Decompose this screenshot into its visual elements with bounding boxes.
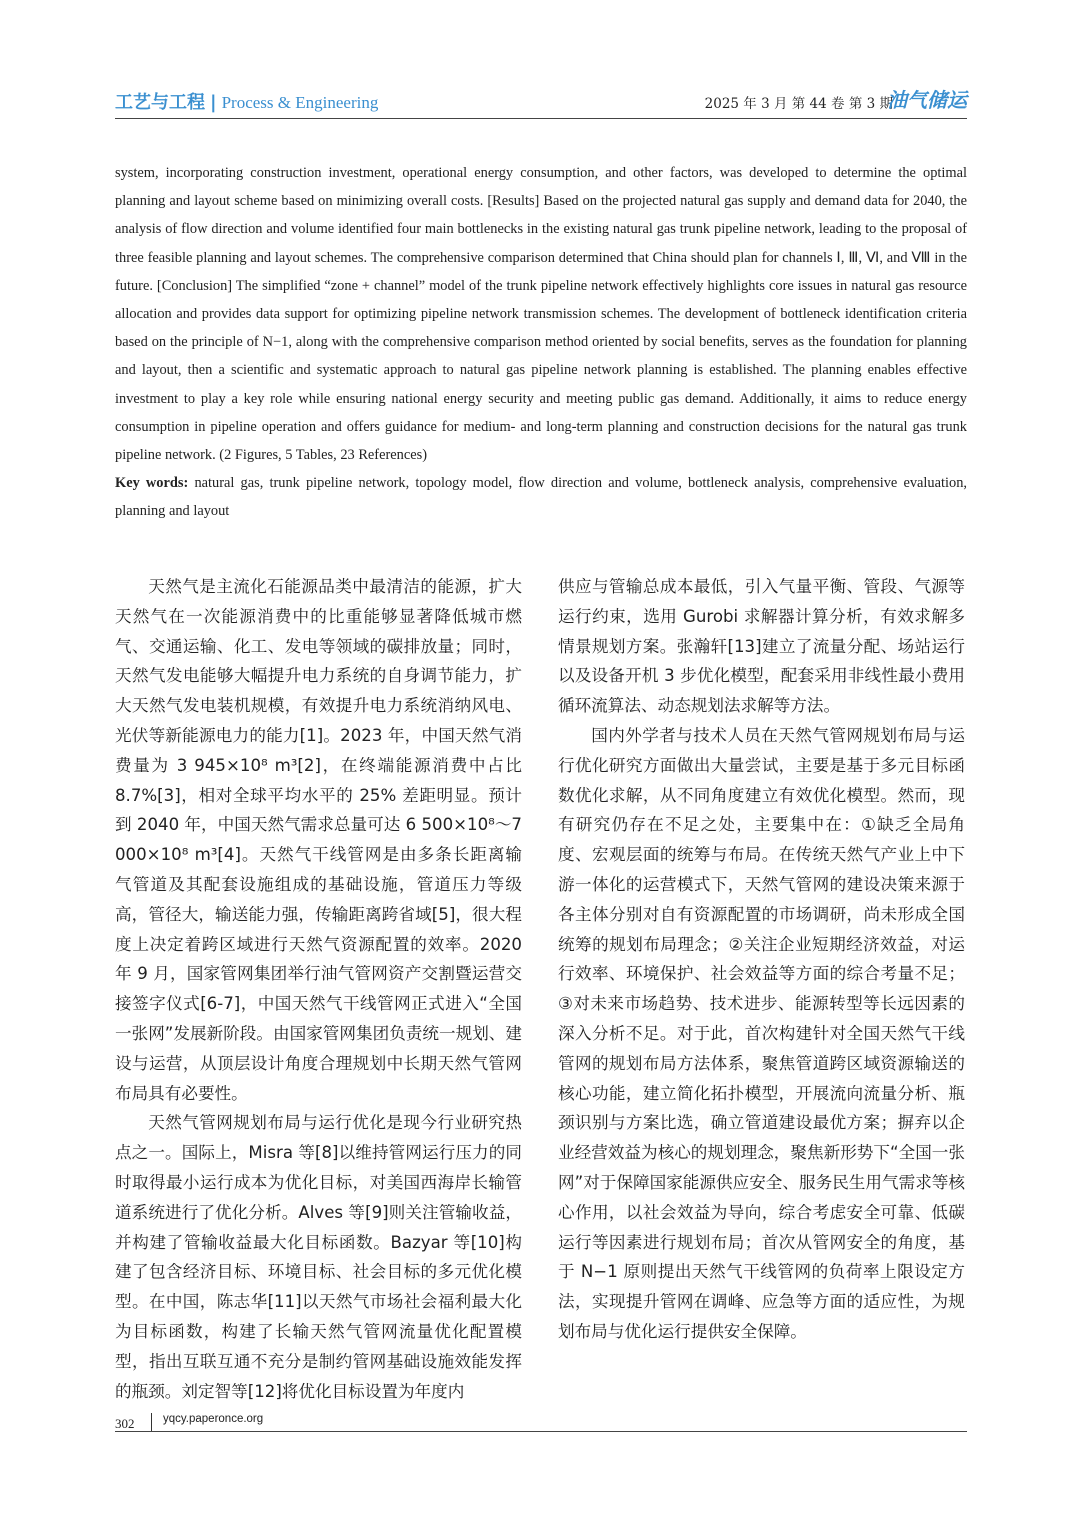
paragraph: 国内外学者与技术人员在天然气管网规划布局与运行优化研究方面做出大量尝试，主要是基于多元目标函数优化求解，从不同角度建立有效优化模型。然而，现有研究仍存在不足之处，主要集中在：①缺乏全局角度、宏观层面的统筹与布局。在传统天然气产业上中下游一体化的运营模式下，天然气管网的建设决策来源于各主体分别对自有资源配置的市场调研，尚未形成全国统筹的规划布局理念；②关注企业短期经济效益，对运行效率、环境保护、社会效益等方面的综合考量不足；③对未来市场趋势、技术进步、能源转型等长远因素的深入分析不足。对于此，首次构建针对全国天然气干线管网的规划布局方法体系，聚焦管道跨区域资源输送的核心功能，建立简化拓扑模型，开展流向流量分析、瓶颈识别与方案比选，确立管道建设最优方案；摒弃以企业经营效益为核心的规划理念，聚焦新形势下“全国一张网”对于保障国家能源供应安全、服务民生用气需求等核心作用，以社会效益为导向，综合考虑安全可靠、低碳运行等因素进行规划布局；首次从管网安全的角度，基于 N−1 原则提出天然气干线管网的负荷率上限设定方法，实现提升管网在调峰、应急等方面的适应性，为规划布局与优化运行提供安全保障。 bbox=[558, 725, 965, 1341]
english-abstract bbox=[115, 159, 967, 526]
running-header bbox=[115, 84, 967, 118]
page-footer bbox=[115, 1413, 967, 1433]
journal-logo: 油气储运 bbox=[887, 88, 967, 112]
footer-url[interactable]: yqcy.paperonce.org bbox=[163, 1413, 264, 1425]
left-column bbox=[115, 572, 522, 1406]
keywords-line bbox=[115, 469, 967, 525]
header-rule bbox=[115, 118, 967, 119]
issue-info: 2025 年 3 月 第 44 卷 第 3 期 bbox=[704, 96, 893, 112]
paragraph: 天然气是主流化石能源品类中最清洁的能源，扩大天然气在一次能源消费中的比重能够显著降低城市燃气、交通运输、化工、发电等领域的碳排放量；同时，天然气发电能够大幅提升电力系统的自身调节能力，扩大天然气发电装机规模，有效提升电力系统消纳风电、光伏等新能源电力的能力[1]。2023 年，中国天然气消费量为 3 945×10⁸ m³[2]，在终端能源消费中占比 8.7%[3]，相对全球平均水平的 25% 差距明显。预计到 2040 年，中国天然气需求总量可达 6 500×10⁸～7 000×10⁸ m³[4]。天然气干线管网是由多条长距离输气管道及其配套设施组成的基础设施，管道压力等级高，管径大，输送能力强，传输距离跨省域[5]，很大程度上决定着跨区域进行天然气资源配置的效率。2020 年 9 月，国家管网集团举行油气管网资产交割暨运营交接签字仪式[6-7]，中国天然气干线管网正式进入“全国一张网”发展新阶段。由国家管网集团负责统一规划、建设与运营，从顶层设计角度合理规划中长期天然气管网布局具有必要性。 bbox=[115, 577, 522, 1103]
keywords-label: Key words: bbox=[115, 475, 189, 492]
section-title-en: Process & Engineering bbox=[221, 93, 379, 112]
header-divider: | bbox=[210, 92, 217, 113]
keywords-text: natural gas, trunk pipeline network, topology model, flow direction and volume, bottleneck analysis, comprehensive evaluation, planning and layout bbox=[115, 475, 967, 520]
footer-rule bbox=[115, 1431, 967, 1432]
abstract-body: system, incorporating construction investment, operational energy consumption, and other factors, was developed to determine the optimal planning and layout scheme based on minimizing overall costs. [Results] Based on the projected natural gas supply and demand data for 2040, the analysis of flow direction and volume identified four main bottlenecks in the existing natural gas trunk pipeline network, leading to the proposal of three feasible planning and layout schemes. The comprehensive comparison determined that China should plan for channels Ⅰ, Ⅲ, Ⅵ, and Ⅷ in the future. [Conclusion] The simplified “zone + channel” model of the trunk pipeline network effectively highlights core issues in natural gas resource allocation and provides data support for optimizing pipeline network transmission schemes. The development of bottleneck identification criteria based on the principle of N−1, along with the comprehensive comparison method oriented by social benefits, serves as the foundation for planning and layout, then a scientific and systematic approach to natural gas pipeline network planning is established. The planning enables effective investment to play a key role while ensuring national energy security and meeting public gas demand. Additionally, it aims to reduce energy consumption in pipeline operation and offers guidance for medium- and long-term planning and construction decisions for the natural gas trunk pipeline network. (2 Figures, 5 Tables, 23 References) bbox=[115, 165, 967, 464]
paragraph: 天然气管网规划布局与运行优化是现今行业研究热点之一。国际上，Misra 等[8]以维持管网运行压力的同时取得最小运行成本为优化目标，对美国西海岸长输管道系统进行了优化分析。Alves 等[9]则关注管输收益，并构建了管输收益最大化目标函数。Bazyar 等[10]构建了包含经济目标、环境目标、社会目标的多元优化模型。在中国，陈志华[11]以天然气市场社会福利最大化为目标函数，构建了长输天然气管网流量优化配置模型，指出互联互通不充分是制约管网基础设施效能发挥的瓶颈。刘定智等[12]将优化目标设置为年度内 bbox=[115, 1113, 522, 1401]
paragraph: 供应与管输总成本最低，引入气量平衡、管段、气源等运行约束，选用 Gurobi 求解器计算分析，有效求解多情景规划方案。张瀚轩[13]建立了流量分配、场站运行以及设备开机 3 步优化模型，配套采用非线性最小费用循环流算法、动态规划法求解等方法。 bbox=[558, 577, 965, 716]
section-title bbox=[115, 88, 378, 114]
section-title-cn: 工艺与工程 bbox=[115, 92, 205, 113]
page-number: 302 bbox=[115, 1413, 152, 1431]
right-column bbox=[558, 572, 965, 1347]
